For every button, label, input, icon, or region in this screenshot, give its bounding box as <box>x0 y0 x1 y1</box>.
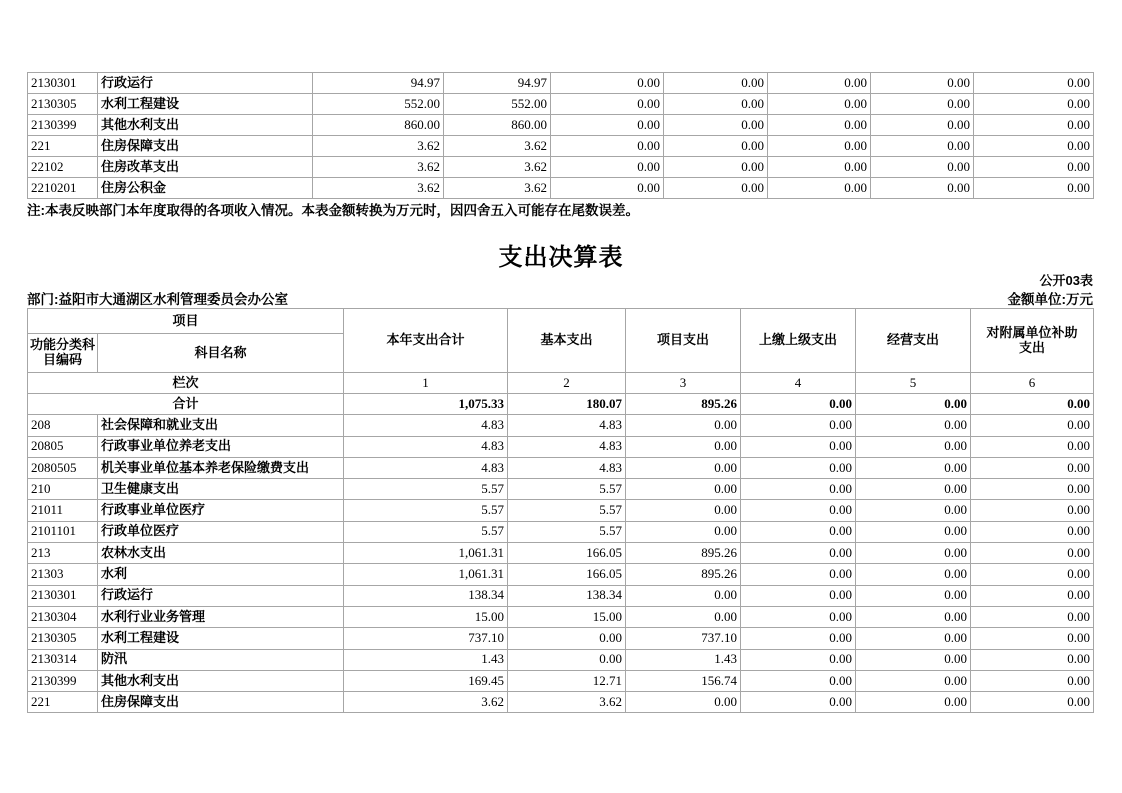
value-cell: 0.00 <box>971 606 1094 627</box>
value-cell: 0.00 <box>974 94 1094 115</box>
value-cell: 0.00 <box>856 585 971 606</box>
name-cell: 行政事业单位养老支出 <box>98 436 344 457</box>
header-col-upper-level: 上缴上级支出 <box>741 309 856 373</box>
value-cell: 0.00 <box>856 649 971 670</box>
value-cell: 3.62 <box>313 157 444 178</box>
header-col-subsidy: 对附属单位补助支出 <box>971 309 1094 373</box>
code-cell: 2130305 <box>28 94 98 115</box>
value-cell: 0.00 <box>551 157 664 178</box>
table-row <box>28 670 1094 691</box>
code-cell: 210 <box>28 479 98 500</box>
name-cell: 行政运行 <box>98 73 313 94</box>
value-cell: 94.97 <box>313 73 444 94</box>
table-row <box>28 136 1094 157</box>
value-cell: 0.00 <box>741 585 856 606</box>
value-cell: 0.00 <box>856 692 971 713</box>
total-value: 0.00 <box>741 394 856 415</box>
value-cell: 895.26 <box>626 543 741 564</box>
table-row <box>28 115 1094 136</box>
value-cell: 860.00 <box>313 115 444 136</box>
value-cell: 4.83 <box>344 436 508 457</box>
value-cell: 737.10 <box>344 628 508 649</box>
name-cell: 行政事业单位医疗 <box>98 500 344 521</box>
total-value: 0.00 <box>971 394 1094 415</box>
code-cell: 2130399 <box>28 115 98 136</box>
name-cell: 其他水利支出 <box>98 115 313 136</box>
value-cell: 0.00 <box>741 628 856 649</box>
value-cell: 0.00 <box>971 457 1094 478</box>
name-cell: 水利工程建设 <box>98 94 313 115</box>
value-cell: 0.00 <box>856 670 971 691</box>
table-row <box>28 606 1094 627</box>
value-cell: 0.00 <box>664 157 768 178</box>
page-title: 支出决算表 <box>498 244 624 271</box>
value-cell: 0.00 <box>741 415 856 436</box>
value-cell: 0.00 <box>971 692 1094 713</box>
value-cell: 0.00 <box>741 670 856 691</box>
value-cell: 0.00 <box>551 136 664 157</box>
table-row <box>28 479 1094 500</box>
value-cell: 0.00 <box>551 178 664 199</box>
value-cell: 3.62 <box>344 692 508 713</box>
value-cell: 0.00 <box>971 415 1094 436</box>
value-cell: 5.57 <box>344 500 508 521</box>
code-cell: 221 <box>28 136 98 157</box>
name-cell: 行政运行 <box>98 585 344 606</box>
code-cell: 2130304 <box>28 606 98 627</box>
value-cell: 0.00 <box>974 115 1094 136</box>
value-cell: 0.00 <box>971 479 1094 500</box>
value-cell: 0.00 <box>856 606 971 627</box>
table-number: 公开03表 <box>1039 273 1093 288</box>
header-col-project-exp: 项目支出 <box>626 309 741 373</box>
value-cell: 4.83 <box>344 457 508 478</box>
total-value: 1,075.33 <box>344 394 508 415</box>
col-num-1: 1 <box>344 373 508 394</box>
name-cell: 其他水利支出 <box>98 670 344 691</box>
table-row <box>28 94 1094 115</box>
value-cell: 0.00 <box>741 457 856 478</box>
code-cell: 2130399 <box>28 670 98 691</box>
value-cell: 0.00 <box>626 436 741 457</box>
name-cell: 住房公积金 <box>98 178 313 199</box>
table-row <box>28 415 1094 436</box>
expenditure-table <box>27 308 1094 713</box>
value-cell: 895.26 <box>626 564 741 585</box>
name-cell: 卫生健康支出 <box>98 479 344 500</box>
table-row <box>28 500 1094 521</box>
header-project: 项目 <box>28 309 344 334</box>
table-row <box>28 628 1094 649</box>
value-cell: 0.00 <box>974 157 1094 178</box>
value-cell: 166.05 <box>508 543 626 564</box>
code-cell: 221 <box>28 692 98 713</box>
value-cell: 0.00 <box>664 178 768 199</box>
value-cell: 0.00 <box>856 436 971 457</box>
table-row <box>28 692 1094 713</box>
value-cell: 4.83 <box>508 436 626 457</box>
value-cell: 0.00 <box>626 692 741 713</box>
code-cell: 2080505 <box>28 457 98 478</box>
value-cell: 737.10 <box>626 628 741 649</box>
code-cell: 22102 <box>28 157 98 178</box>
table-row <box>28 521 1094 542</box>
total-value: 0.00 <box>856 394 971 415</box>
value-cell: 0.00 <box>741 692 856 713</box>
column-index-row <box>28 373 1094 394</box>
value-cell: 0.00 <box>741 436 856 457</box>
value-cell: 94.97 <box>444 73 551 94</box>
value-cell: 552.00 <box>313 94 444 115</box>
table-row <box>28 178 1094 199</box>
value-cell: 5.57 <box>508 521 626 542</box>
value-cell: 0.00 <box>664 94 768 115</box>
code-cell: 213 <box>28 543 98 564</box>
value-cell: 860.00 <box>444 115 551 136</box>
value-cell: 138.34 <box>344 585 508 606</box>
col-num-6: 6 <box>971 373 1094 394</box>
col-num-2: 2 <box>508 373 626 394</box>
value-cell: 0.00 <box>871 115 974 136</box>
name-cell: 水利 <box>98 564 344 585</box>
total-row <box>28 394 1094 415</box>
table-row <box>28 157 1094 178</box>
value-cell: 4.83 <box>508 415 626 436</box>
value-cell: 0.00 <box>768 178 871 199</box>
value-cell: 166.05 <box>508 564 626 585</box>
header-col-year-total: 本年支出合计 <box>344 309 508 373</box>
value-cell: 0.00 <box>508 628 626 649</box>
name-cell: 住房保障支出 <box>98 692 344 713</box>
name-cell: 住房保障支出 <box>98 136 313 157</box>
value-cell: 0.00 <box>971 521 1094 542</box>
code-cell: 20805 <box>28 436 98 457</box>
table-note: 注:本表反映部门本年度取得的各项收入情况。本表金额转换为万元时，因四舍五入可能存在尾数误差。 <box>27 203 639 218</box>
value-cell: 0.00 <box>971 670 1094 691</box>
header-col-operating: 经营支出 <box>856 309 971 373</box>
value-cell: 0.00 <box>664 136 768 157</box>
name-cell: 社会保障和就业支出 <box>98 415 344 436</box>
code-cell: 2130305 <box>28 628 98 649</box>
value-cell: 0.00 <box>551 115 664 136</box>
table-row <box>28 73 1094 94</box>
value-cell: 15.00 <box>508 606 626 627</box>
table-row <box>28 457 1094 478</box>
table-row <box>28 543 1094 564</box>
code-cell: 21303 <box>28 564 98 585</box>
value-cell: 1,061.31 <box>344 564 508 585</box>
value-cell: 0.00 <box>974 178 1094 199</box>
code-cell: 21011 <box>28 500 98 521</box>
value-cell: 0.00 <box>971 500 1094 521</box>
col-num-5: 5 <box>856 373 971 394</box>
value-cell: 0.00 <box>741 649 856 670</box>
header-row-1 <box>28 309 1094 334</box>
total-value: 180.07 <box>508 394 626 415</box>
value-cell: 1,061.31 <box>344 543 508 564</box>
code-cell: 2130301 <box>28 585 98 606</box>
code-cell: 2130314 <box>28 649 98 670</box>
header-col-basic: 基本支出 <box>508 309 626 373</box>
code-cell: 2210201 <box>28 178 98 199</box>
value-cell: 0.00 <box>971 543 1094 564</box>
value-cell: 0.00 <box>856 543 971 564</box>
col-num-3: 3 <box>626 373 741 394</box>
value-cell: 4.83 <box>508 457 626 478</box>
value-cell: 0.00 <box>974 73 1094 94</box>
value-cell: 0.00 <box>551 73 664 94</box>
value-cell: 0.00 <box>871 157 974 178</box>
value-cell: 0.00 <box>768 115 871 136</box>
value-cell: 0.00 <box>768 136 871 157</box>
value-cell: 552.00 <box>444 94 551 115</box>
value-cell: 3.62 <box>444 157 551 178</box>
value-cell: 0.00 <box>856 479 971 500</box>
value-cell: 4.83 <box>344 415 508 436</box>
income-table-continuation <box>27 72 1094 199</box>
header-subject-name: 科目名称 <box>98 334 344 373</box>
value-cell: 0.00 <box>626 479 741 500</box>
value-cell: 3.62 <box>444 178 551 199</box>
value-cell: 0.00 <box>626 500 741 521</box>
table-row <box>28 564 1094 585</box>
value-cell: 0.00 <box>741 543 856 564</box>
value-cell: 0.00 <box>508 649 626 670</box>
value-cell: 5.57 <box>508 479 626 500</box>
value-cell: 0.00 <box>741 564 856 585</box>
value-cell: 0.00 <box>856 628 971 649</box>
value-cell: 0.00 <box>664 73 768 94</box>
table-row <box>28 649 1094 670</box>
value-cell: 1.43 <box>344 649 508 670</box>
value-cell: 0.00 <box>856 415 971 436</box>
value-cell: 0.00 <box>856 564 971 585</box>
table-row <box>28 585 1094 606</box>
value-cell: 0.00 <box>971 436 1094 457</box>
value-cell: 5.57 <box>508 500 626 521</box>
value-cell: 0.00 <box>768 73 871 94</box>
value-cell: 3.62 <box>313 136 444 157</box>
code-cell: 2130301 <box>28 73 98 94</box>
header-function-code: 功能分类科目编码 <box>28 334 98 373</box>
value-cell: 0.00 <box>871 94 974 115</box>
name-cell: 防汛 <box>98 649 344 670</box>
value-cell: 5.57 <box>344 479 508 500</box>
value-cell: 169.45 <box>344 670 508 691</box>
value-cell: 0.00 <box>741 521 856 542</box>
name-cell: 水利工程建设 <box>98 628 344 649</box>
name-cell: 水利行业业务管理 <box>98 606 344 627</box>
value-cell: 0.00 <box>664 115 768 136</box>
value-cell: 0.00 <box>626 521 741 542</box>
value-cell: 5.57 <box>344 521 508 542</box>
value-cell: 0.00 <box>871 73 974 94</box>
value-cell: 0.00 <box>741 606 856 627</box>
value-cell: 1.43 <box>626 649 741 670</box>
name-cell: 农林水支出 <box>98 543 344 564</box>
value-cell: 0.00 <box>856 521 971 542</box>
value-cell: 0.00 <box>626 457 741 478</box>
name-cell: 行政单位医疗 <box>98 521 344 542</box>
amount-unit-label: 金额单位:万元 <box>1007 292 1093 307</box>
name-cell: 机关事业单位基本养老保险缴费支出 <box>98 457 344 478</box>
value-cell: 3.62 <box>444 136 551 157</box>
code-cell: 208 <box>28 415 98 436</box>
value-cell: 0.00 <box>856 500 971 521</box>
value-cell: 0.00 <box>768 94 871 115</box>
value-cell: 0.00 <box>741 500 856 521</box>
value-cell: 0.00 <box>871 178 974 199</box>
col-num-4: 4 <box>741 373 856 394</box>
value-cell: 0.00 <box>971 628 1094 649</box>
value-cell: 0.00 <box>768 157 871 178</box>
name-cell: 住房改革支出 <box>98 157 313 178</box>
value-cell: 3.62 <box>313 178 444 199</box>
value-cell: 0.00 <box>856 457 971 478</box>
total-label: 合计 <box>28 394 344 415</box>
value-cell: 0.00 <box>626 585 741 606</box>
table-row <box>28 436 1094 457</box>
value-cell: 0.00 <box>974 136 1094 157</box>
value-cell: 0.00 <box>971 585 1094 606</box>
value-cell: 0.00 <box>626 606 741 627</box>
lanci-label: 栏次 <box>28 373 344 394</box>
value-cell: 0.00 <box>741 479 856 500</box>
value-cell: 0.00 <box>626 415 741 436</box>
value-cell: 0.00 <box>971 649 1094 670</box>
value-cell: 0.00 <box>551 94 664 115</box>
value-cell: 156.74 <box>626 670 741 691</box>
total-value: 895.26 <box>626 394 741 415</box>
value-cell: 3.62 <box>508 692 626 713</box>
value-cell: 0.00 <box>871 136 974 157</box>
value-cell: 12.71 <box>508 670 626 691</box>
code-cell: 2101101 <box>28 521 98 542</box>
value-cell: 0.00 <box>971 564 1094 585</box>
department-label: 部门:益阳市大通湖区水利管理委员会办公室 <box>27 292 288 307</box>
value-cell: 15.00 <box>344 606 508 627</box>
value-cell: 138.34 <box>508 585 626 606</box>
